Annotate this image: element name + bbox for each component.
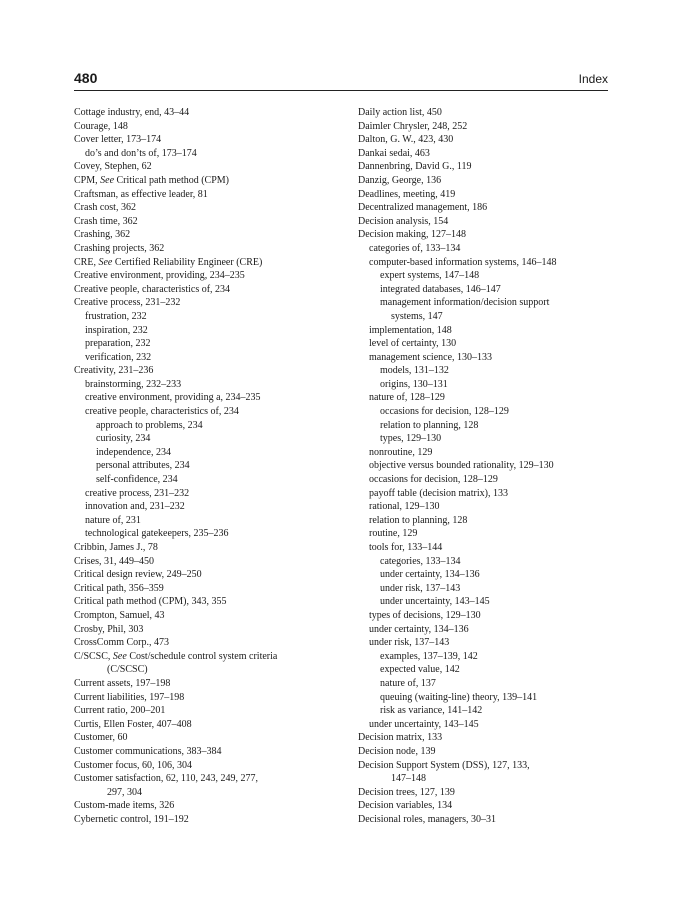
index-entry: Current ratio, 200–201 xyxy=(74,705,166,717)
index-subentry: categories of, 133–134 xyxy=(369,242,461,254)
index-entry: Craftsman, as effective leader, 81 xyxy=(74,188,208,200)
index-subentry: innovation and, 231–232 xyxy=(85,501,185,513)
index-subsubentry: categories, 133–134 xyxy=(380,555,461,567)
index-subentry: objective versus bounded rationality, 129–130 xyxy=(369,460,554,472)
index-subentry: nature of, 128–129 xyxy=(369,392,445,404)
index-subsubentry: models, 131–132 xyxy=(380,365,449,377)
index-entry: Crosby, Phil, 303 xyxy=(74,623,144,635)
index-subentry: occasions for decision, 128–129 xyxy=(369,474,498,486)
index-entry: CrossComm Corp., 473 xyxy=(74,637,170,649)
index-entry: Covey, Stephen, 62 xyxy=(74,161,152,173)
index-subsubentry: under risk, 137–143 xyxy=(380,582,461,594)
index-entry: Customer focus, 60, 106, 304 xyxy=(74,759,193,771)
index-entry: Daily action list, 450 xyxy=(358,107,442,118)
index-entry: Customer, 60 xyxy=(74,732,128,744)
index-subentry: do’s and don’ts of, 173–174 xyxy=(85,147,197,159)
index-entry: Decision node, 139 xyxy=(358,745,436,757)
index-subsubentry: self-confidence, 234 xyxy=(96,474,178,486)
index-subentry: relation to planning, 128 xyxy=(369,514,468,526)
index-entry: Dannenbring, David G., 119 xyxy=(358,161,472,173)
index-subsubentry: integrated databases, 146–147 xyxy=(380,283,501,295)
index-subsubentry: under uncertainty, 143–145 xyxy=(380,596,490,608)
index-subsubentry: types, 129–130 xyxy=(380,433,442,445)
index-subentry: rational, 129–130 xyxy=(369,501,440,513)
index-entry: Deadlines, meeting, 419 xyxy=(358,188,456,200)
index-entry: Curtis, Ellen Foster, 407–408 xyxy=(74,718,192,730)
index-entry: Crash cost, 362 xyxy=(74,202,136,214)
index-entry: Current liabilities, 197–198 xyxy=(74,691,185,703)
index-entry-continuation: (C/SCSC) xyxy=(107,664,148,676)
index-entry: Custom-made items, 326 xyxy=(74,800,175,812)
index-entry: CPM, See Critical path method (CPM) xyxy=(74,174,230,186)
index-subentry: under uncertainty, 143–145 xyxy=(369,718,479,730)
index-entry: Decisional roles, managers, 30–31 xyxy=(358,813,497,825)
index-subentry: nature of, 231 xyxy=(85,514,141,526)
index-entry: Crises, 31, 449–450 xyxy=(74,555,154,567)
index-subentry: creative environment, providing a, 234–235 xyxy=(85,392,261,404)
index-entry: Crash time, 362 xyxy=(74,215,138,227)
index-subsubentry: queuing (waiting-line) theory, 139–141 xyxy=(380,691,538,703)
index-entry: Danzig, George, 136 xyxy=(358,174,442,186)
index-entry: Decision analysis, 154 xyxy=(358,215,449,227)
index-entry: Customer communications, 383–384 xyxy=(74,745,222,757)
index-subentry: under certainty, 134–136 xyxy=(369,623,469,635)
index-subentry: nonroutine, 129 xyxy=(369,446,433,458)
index-entry: Daimler Chrysler, 248, 252 xyxy=(358,120,468,132)
index-entry: Cover letter, 173–174 xyxy=(74,134,162,146)
index-subentry: technological gatekeepers, 235–236 xyxy=(85,528,229,540)
index-subentry: management science, 130–133 xyxy=(369,351,493,363)
index-entry: Crashing projects, 362 xyxy=(74,242,165,254)
index-entry: C/SCSC, See Cost/schedule control system criteria xyxy=(74,650,278,662)
index-entry: Courage, 148 xyxy=(74,120,128,132)
index-entry: Decision making, 127–148 xyxy=(358,229,467,241)
index-entry: Decentralized management, 186 xyxy=(358,202,488,214)
index-entry: Creative people, characteristics of, 234 xyxy=(74,283,231,295)
index-subsubentry: risk as variance, 141–142 xyxy=(380,705,483,717)
index-subsubentry: relation to planning, 128 xyxy=(380,419,479,431)
index-subsubentry: expected value, 142 xyxy=(380,664,460,676)
index-entry: Current assets, 197–198 xyxy=(74,677,171,689)
index-subentry: implementation, 148 xyxy=(369,324,452,336)
index-entry-continuation: 297, 304 xyxy=(107,786,142,798)
index-entry: Cottage industry, end, 43–44 xyxy=(74,107,190,118)
index-entry: Decision matrix, 133 xyxy=(358,732,443,744)
index-subentry: payoff table (decision matrix), 133 xyxy=(369,487,508,499)
index-subsubentry: personal attributes, 234 xyxy=(96,460,190,472)
page-number: 480 xyxy=(74,70,98,86)
index-subentry: routine, 129 xyxy=(369,528,418,540)
index-subsubentry: management information/decision support xyxy=(380,297,550,309)
index-entry: Creative environment, providing, 234–235 xyxy=(74,270,245,282)
index-subsubentry: under certainty, 134–136 xyxy=(380,569,480,581)
index-entry-continuation: systems, 147 xyxy=(391,310,443,322)
index-entry: Creative process, 231–232 xyxy=(74,297,181,309)
index-entry-continuation: 147–148 xyxy=(391,773,426,785)
index-subentry: computer-based information systems, 146–148 xyxy=(369,256,557,268)
index-entry: Decision Support System (DSS), 127, 133, xyxy=(358,759,530,771)
index-subentry: verification, 232 xyxy=(85,351,152,363)
index-subsubentry: independence, 234 xyxy=(96,446,171,458)
index-subentry: creative process, 231–232 xyxy=(85,487,190,499)
index-entry: Critical path method (CPM), 343, 355 xyxy=(74,596,227,608)
index-subentry: preparation, 232 xyxy=(85,338,151,350)
index-subsubentry: expert systems, 147–148 xyxy=(380,270,480,282)
index-entry: Dankai sedai, 463 xyxy=(358,147,430,159)
index-subsubentry: approach to problems, 234 xyxy=(96,419,203,431)
index-entry: Dalton, G. W., 423, 430 xyxy=(358,134,454,146)
index-subentry: level of certainty, 130 xyxy=(369,338,457,350)
index-entry: Creativity, 231–236 xyxy=(74,365,154,377)
index-subsubentry: occasions for decision, 128–129 xyxy=(380,406,509,418)
index-subentry: under risk, 137–143 xyxy=(369,637,450,649)
index-subentry: inspiration, 232 xyxy=(85,324,148,336)
index-entry: Critical path, 356–359 xyxy=(74,582,164,594)
index-column-right xyxy=(358,106,628,826)
index-entry: CRE, See Certified Reliability Engineer (CRE) xyxy=(74,256,263,268)
index-entry: Crompton, Samuel, 43 xyxy=(74,609,165,621)
index-entry: Decision trees, 127, 139 xyxy=(358,786,455,798)
index-subentry: frustration, 232 xyxy=(85,310,147,322)
index-entry: Critical design review, 249–250 xyxy=(74,569,202,581)
index-entry: Cybernetic control, 191–192 xyxy=(74,813,189,825)
index-subentry: creative people, characteristics of, 234 xyxy=(85,406,239,418)
index-subsubentry: nature of, 137 xyxy=(380,677,436,689)
index-subsubentry: origins, 130–131 xyxy=(380,378,448,390)
index-entry: Crashing, 362 xyxy=(74,229,131,241)
index-column-left xyxy=(74,106,344,826)
index-subsubentry: curiosity, 234 xyxy=(96,433,151,445)
page-header xyxy=(74,70,608,91)
index-subentry: types of decisions, 129–130 xyxy=(369,609,481,621)
index-subentry: brainstorming, 232–233 xyxy=(85,378,182,390)
index-subentry: tools for, 133–144 xyxy=(369,542,443,553)
index-subsubentry: examples, 137–139, 142 xyxy=(380,650,478,662)
index-entry: Decision variables, 134 xyxy=(358,800,453,812)
index-entry: Customer satisfaction, 62, 110, 243, 249, 277, xyxy=(74,773,259,785)
section-title: Index xyxy=(578,72,608,86)
index-entry: Cribbin, James J., 78 xyxy=(74,542,158,553)
